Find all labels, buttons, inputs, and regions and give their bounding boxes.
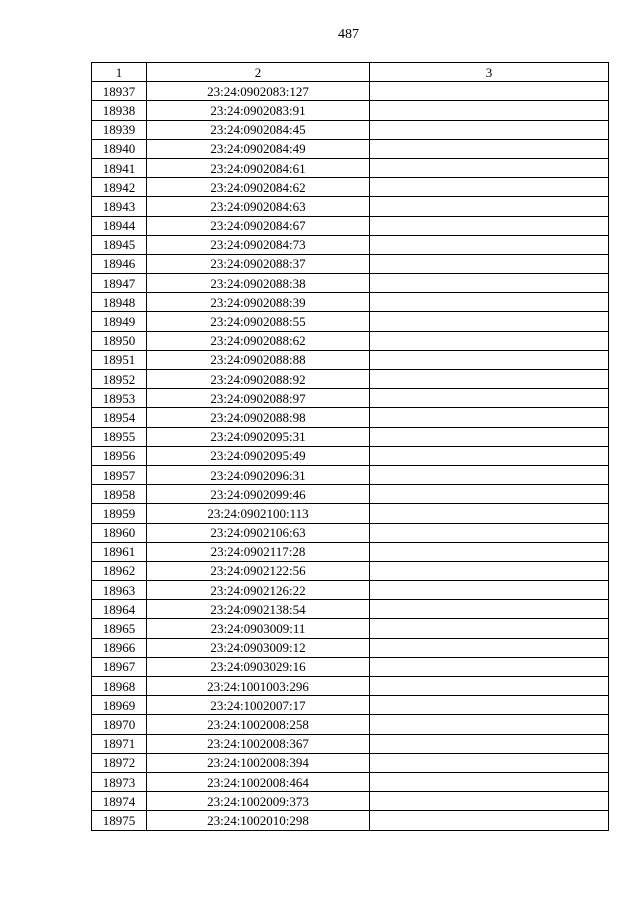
table-row	[92, 389, 609, 408]
cadastral-number-cell: 23:24:0902126:22	[147, 581, 370, 600]
note-cell	[370, 677, 609, 696]
note-cell	[370, 293, 609, 312]
note-cell	[370, 600, 609, 619]
cadastral-number-cell: 23:24:0902084:45	[147, 120, 370, 139]
cadastral-number-cell: 23:24:0903009:11	[147, 619, 370, 638]
cadastral-number-cell: 23:24:0902095:31	[147, 427, 370, 446]
table-row	[92, 581, 609, 600]
cadastral-number-cell: 23:24:0902095:49	[147, 446, 370, 465]
row-number-cell: 18959	[92, 504, 147, 523]
cadastral-number-cell: 23:24:0903009:12	[147, 638, 370, 657]
header-row	[92, 63, 609, 82]
cadastral-number-cell: 23:24:0902106:63	[147, 523, 370, 542]
table-row	[92, 158, 609, 177]
row-number-cell: 18961	[92, 542, 147, 561]
note-cell	[370, 254, 609, 273]
table-body	[92, 82, 609, 830]
table-row	[92, 734, 609, 753]
row-number-cell: 18939	[92, 120, 147, 139]
note-cell	[370, 446, 609, 465]
note-cell	[370, 389, 609, 408]
row-number-cell: 18956	[92, 446, 147, 465]
row-number-cell: 18937	[92, 82, 147, 101]
row-number-cell: 18951	[92, 350, 147, 369]
note-cell	[370, 696, 609, 715]
note-cell	[370, 197, 609, 216]
row-number-cell: 18949	[92, 312, 147, 331]
note-cell	[370, 561, 609, 580]
registry-table	[91, 62, 609, 831]
row-number-cell: 18947	[92, 274, 147, 293]
cadastral-number-cell: 23:24:0902088:92	[147, 370, 370, 389]
row-number-cell: 18953	[92, 389, 147, 408]
table-row	[92, 465, 609, 484]
row-number-cell: 18969	[92, 696, 147, 715]
note-cell	[370, 734, 609, 753]
page-number: 487	[338, 27, 359, 42]
table-row	[92, 370, 609, 389]
row-number-cell: 18968	[92, 677, 147, 696]
cadastral-number-cell: 23:24:1002008:464	[147, 772, 370, 791]
cadastral-number-cell: 23:24:0902083:91	[147, 101, 370, 120]
row-number-cell: 18952	[92, 370, 147, 389]
table-row	[92, 120, 609, 139]
note-cell	[370, 178, 609, 197]
row-number-cell: 18965	[92, 619, 147, 638]
table-row	[92, 446, 609, 465]
note-cell	[370, 581, 609, 600]
note-cell	[370, 542, 609, 561]
note-cell	[370, 485, 609, 504]
row-number-cell: 18942	[92, 178, 147, 197]
row-number-cell: 18975	[92, 811, 147, 830]
table-row	[92, 657, 609, 676]
note-cell	[370, 120, 609, 139]
table-row	[92, 331, 609, 350]
column-header-1: 1	[92, 63, 147, 82]
row-number-cell: 18940	[92, 139, 147, 158]
table-row	[92, 350, 609, 369]
note-cell	[370, 331, 609, 350]
note-cell	[370, 619, 609, 638]
note-cell	[370, 350, 609, 369]
cadastral-number-cell: 23:24:0903029:16	[147, 657, 370, 676]
cadastral-number-cell: 23:24:0902084:62	[147, 178, 370, 197]
cadastral-number-cell: 23:24:0902088:55	[147, 312, 370, 331]
table-row	[92, 753, 609, 772]
table-row	[92, 274, 609, 293]
note-cell	[370, 82, 609, 101]
table-row	[92, 293, 609, 312]
column-header-2: 2	[147, 63, 370, 82]
cadastral-number-cell: 23:24:0902122:56	[147, 561, 370, 580]
table-row	[92, 600, 609, 619]
cadastral-number-cell: 23:24:0902096:31	[147, 465, 370, 484]
cadastral-number-cell: 23:24:1002007:17	[147, 696, 370, 715]
table-row	[92, 504, 609, 523]
table-row	[92, 677, 609, 696]
row-number-cell: 18944	[92, 216, 147, 235]
row-number-cell: 18966	[92, 638, 147, 657]
cadastral-number-cell: 23:24:0902084:73	[147, 235, 370, 254]
note-cell	[370, 274, 609, 293]
cadastral-number-cell: 23:24:1002010:298	[147, 811, 370, 830]
table-row	[92, 408, 609, 427]
table-row	[92, 561, 609, 580]
table-row	[92, 638, 609, 657]
note-cell	[370, 504, 609, 523]
cadastral-number-cell: 23:24:1002008:367	[147, 734, 370, 753]
table-row	[92, 696, 609, 715]
table-row	[92, 542, 609, 561]
cadastral-number-cell: 23:24:0902088:98	[147, 408, 370, 427]
note-cell	[370, 158, 609, 177]
row-number-cell: 18972	[92, 753, 147, 772]
table-row	[92, 772, 609, 791]
row-number-cell: 18962	[92, 561, 147, 580]
cadastral-number-cell: 23:24:1002008:394	[147, 753, 370, 772]
note-cell	[370, 427, 609, 446]
table-row	[92, 619, 609, 638]
row-number-cell: 18971	[92, 734, 147, 753]
note-cell	[370, 370, 609, 389]
row-number-cell: 18970	[92, 715, 147, 734]
table-row	[92, 197, 609, 216]
note-cell	[370, 638, 609, 657]
cadastral-number-cell: 23:24:1001003:296	[147, 677, 370, 696]
note-cell	[370, 753, 609, 772]
cadastral-number-cell: 23:24:1002008:258	[147, 715, 370, 734]
table-header	[92, 63, 609, 82]
note-cell	[370, 465, 609, 484]
note-cell	[370, 715, 609, 734]
row-number-cell: 18946	[92, 254, 147, 273]
row-number-cell: 18945	[92, 235, 147, 254]
table-row	[92, 523, 609, 542]
cadastral-number-cell: 23:24:0902088:97	[147, 389, 370, 408]
table-row	[92, 216, 609, 235]
row-number-cell: 18958	[92, 485, 147, 504]
row-number-cell: 18964	[92, 600, 147, 619]
row-number-cell: 18963	[92, 581, 147, 600]
table-row	[92, 312, 609, 331]
cadastral-number-cell: 23:24:0902084:67	[147, 216, 370, 235]
cadastral-number-cell: 23:24:0902083:127	[147, 82, 370, 101]
row-number-cell: 18938	[92, 101, 147, 120]
table-row	[92, 811, 609, 830]
cadastral-number-cell: 23:24:0902099:46	[147, 485, 370, 504]
row-number-cell: 18941	[92, 158, 147, 177]
row-number-cell: 18943	[92, 197, 147, 216]
cadastral-number-cell: 23:24:0902088:88	[147, 350, 370, 369]
cadastral-number-cell: 23:24:0902138:54	[147, 600, 370, 619]
row-number-cell: 18960	[92, 523, 147, 542]
table-row	[92, 427, 609, 446]
table-row	[92, 254, 609, 273]
cadastral-number-cell: 23:24:0902088:39	[147, 293, 370, 312]
note-cell	[370, 216, 609, 235]
cadastral-number-cell: 23:24:0902100:113	[147, 504, 370, 523]
note-cell	[370, 235, 609, 254]
note-cell	[370, 792, 609, 811]
note-cell	[370, 657, 609, 676]
table-row	[92, 235, 609, 254]
row-number-cell: 18955	[92, 427, 147, 446]
row-number-cell: 18948	[92, 293, 147, 312]
cadastral-number-cell: 23:24:0902084:61	[147, 158, 370, 177]
table-row	[92, 139, 609, 158]
cadastral-number-cell: 23:24:0902084:63	[147, 197, 370, 216]
row-number-cell: 18957	[92, 465, 147, 484]
cadastral-number-cell: 23:24:1002009:373	[147, 792, 370, 811]
note-cell	[370, 408, 609, 427]
row-number-cell: 18973	[92, 772, 147, 791]
table-row	[92, 101, 609, 120]
note-cell	[370, 101, 609, 120]
cadastral-number-cell: 23:24:0902117:28	[147, 542, 370, 561]
cadastral-number-cell: 23:24:0902084:49	[147, 139, 370, 158]
table-row	[92, 82, 609, 101]
table-row	[92, 792, 609, 811]
row-number-cell: 18974	[92, 792, 147, 811]
note-cell	[370, 139, 609, 158]
cadastral-number-cell: 23:24:0902088:38	[147, 274, 370, 293]
row-number-cell: 18950	[92, 331, 147, 350]
note-cell	[370, 312, 609, 331]
cadastral-number-cell: 23:24:0902088:37	[147, 254, 370, 273]
table-row	[92, 178, 609, 197]
row-number-cell: 18954	[92, 408, 147, 427]
table-row	[92, 715, 609, 734]
row-number-cell: 18967	[92, 657, 147, 676]
note-cell	[370, 523, 609, 542]
table-row	[92, 485, 609, 504]
note-cell	[370, 811, 609, 830]
note-cell	[370, 772, 609, 791]
column-header-3: 3	[370, 63, 609, 82]
cadastral-number-cell: 23:24:0902088:62	[147, 331, 370, 350]
